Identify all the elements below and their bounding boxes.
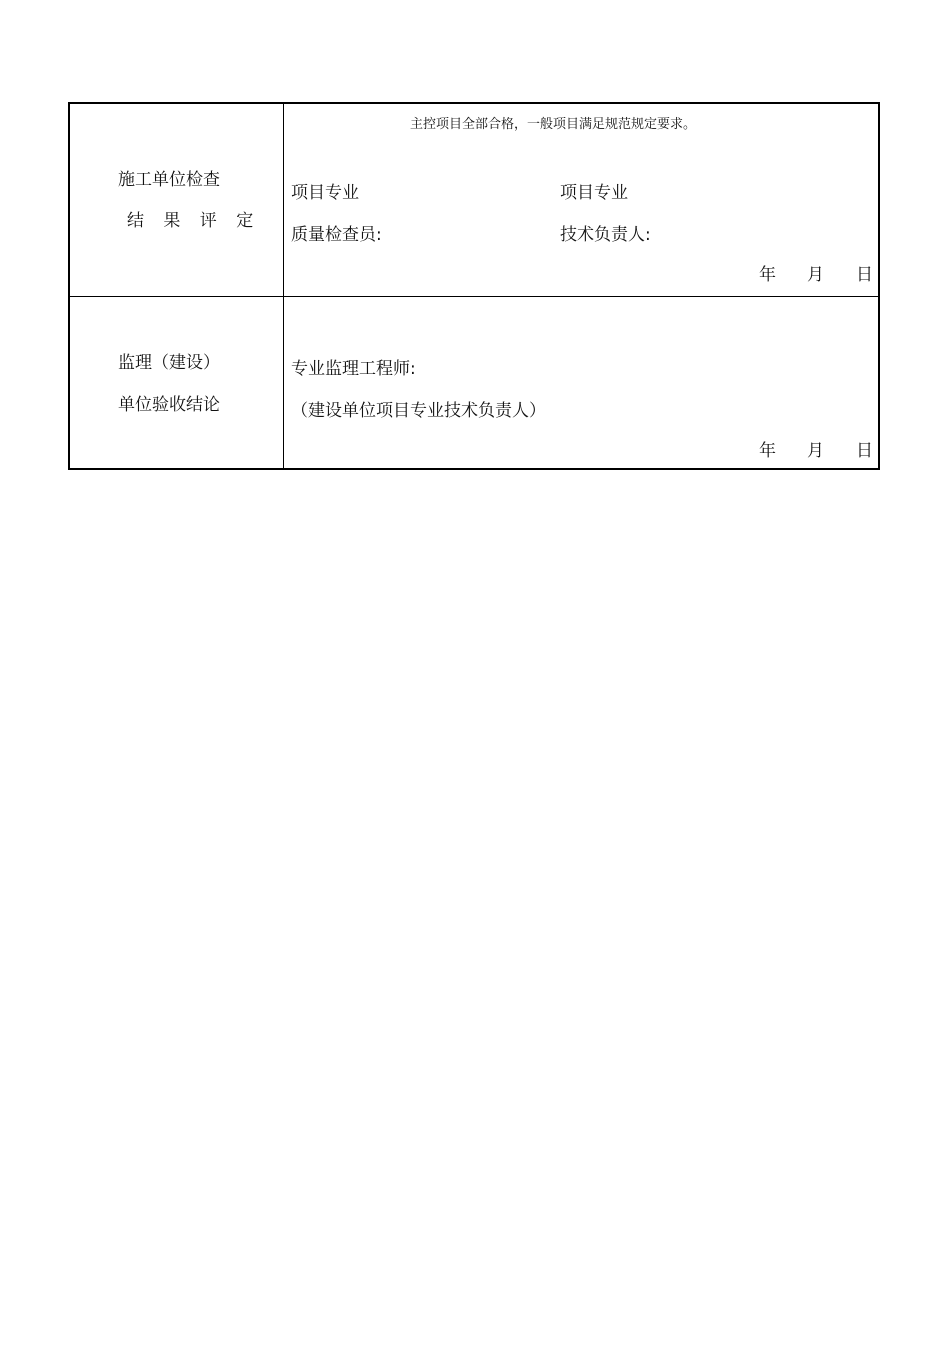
project-specialty-label-right: 项目专业	[560, 183, 628, 203]
inspection-conclusion-text: 主控项目全部合格，一般项目满足规范规定要求。	[410, 117, 697, 132]
quality-inspector-label: 质量检查员:	[291, 225, 382, 245]
construction-unit-content-cell	[284, 104, 878, 296]
construction-unit-label-line2: 结 果 评 定	[127, 211, 261, 231]
construction-unit-label-line1: 施工单位检查	[118, 170, 220, 190]
supervision-unit-label-cell	[70, 297, 284, 468]
project-specialty-label-left: 项目专业	[291, 183, 359, 203]
date-year-label: 年	[759, 441, 776, 461]
date-month-label: 月	[807, 441, 824, 461]
supervision-unit-label-line2: 单位验收结论	[118, 395, 220, 415]
supervising-engineer-label: 专业监理工程师:	[291, 359, 416, 379]
construction-unit-label-cell	[70, 104, 284, 296]
owner-technical-director-label: （建设单位项目专业技术负责人）	[291, 401, 546, 421]
date-day-label: 日	[856, 265, 873, 285]
construction-unit-row	[70, 104, 878, 297]
date-month-label: 月	[807, 265, 824, 285]
supervision-unit-content-cell	[284, 297, 878, 468]
date-year-label: 年	[759, 265, 776, 285]
supervision-unit-label-line1: 监理（建设）	[118, 353, 220, 373]
technical-director-label: 技术负责人:	[560, 225, 651, 245]
supervision-unit-row	[70, 297, 878, 468]
inspection-form-table	[68, 102, 880, 470]
date-day-label: 日	[856, 441, 873, 461]
